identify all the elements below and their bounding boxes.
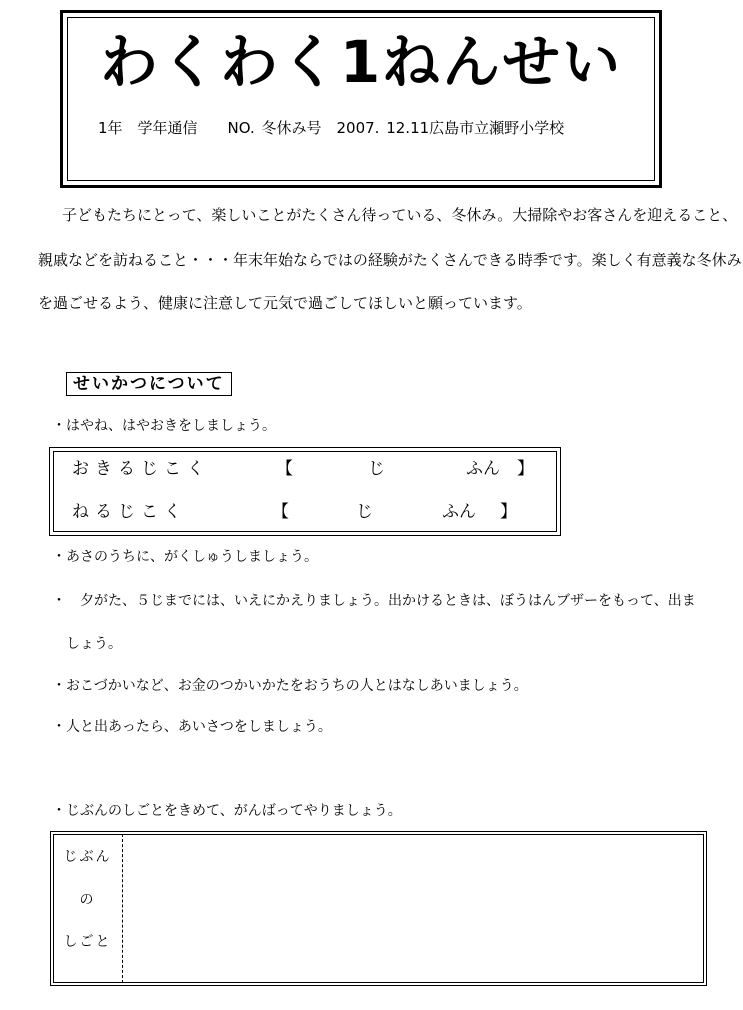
- item-job: ・じぶんのしごとをきめて、がんばってやりましょう。: [52, 803, 402, 819]
- wake-time-label: おきるじこく: [72, 459, 210, 479]
- job-label-line-2: の: [79, 892, 96, 908]
- job-label-line-1: じぶん: [63, 849, 112, 865]
- sleep-close-bracket: 】: [500, 502, 517, 522]
- wake-hour-unit: じ: [368, 459, 385, 479]
- sleep-minute-unit: ふん: [442, 502, 476, 522]
- wake-close-bracket: 】: [517, 459, 534, 479]
- intro-line-2: 親戚などを訪ねること・・・年末年始ならではの経験がたくさんできる時季です。楽しく有意義な冬休み: [38, 251, 742, 269]
- wake-open-bracket: 【: [276, 459, 293, 479]
- item-evening-line-2: しょう。: [66, 636, 122, 652]
- newsletter-subtitle: 1年 学年通信 NO. 冬休み号 2007. 12.11広島市立瀬野小学校: [98, 119, 565, 137]
- section-heading: せいかつについて: [66, 372, 232, 396]
- item-early: ・はやね、はやおきをしましょう。: [52, 418, 276, 434]
- job-table-divider: [122, 834, 123, 983]
- item-evening-line-1: ・ 夕がた、５じまでには、いえにかえりましょう。出かけるときは、ぼうはんブザーをもって、出ま: [52, 593, 696, 609]
- sleep-open-bracket: 【: [272, 502, 289, 522]
- item-greet: ・人と出あったら、あいさつをしましょう。: [52, 719, 332, 735]
- job-table-inner: [53, 834, 704, 983]
- job-label-line-3: しごと: [63, 934, 112, 950]
- newsletter-title: わくわく1ねんせい: [99, 28, 623, 96]
- item-study: ・あさのうちに、がくしゅうしましょう。: [52, 549, 318, 565]
- intro-line-3: を過ごせるよう、健康に注意して元気で過ごしてほしいと願っています。: [38, 294, 532, 312]
- item-money: ・おこづかいなど、お金のつかいかたをおうちの人とはなしあいましょう。: [52, 678, 528, 694]
- wake-minute-unit: ふん: [466, 459, 500, 479]
- intro-line-1: 子どもたちにとって、楽しいことがたくさん待っている、冬休み。大掃除やお客さんを迎えること、: [62, 206, 738, 224]
- sleep-hour-unit: じ: [356, 502, 373, 522]
- sleep-time-label: ねるじこく: [72, 502, 187, 522]
